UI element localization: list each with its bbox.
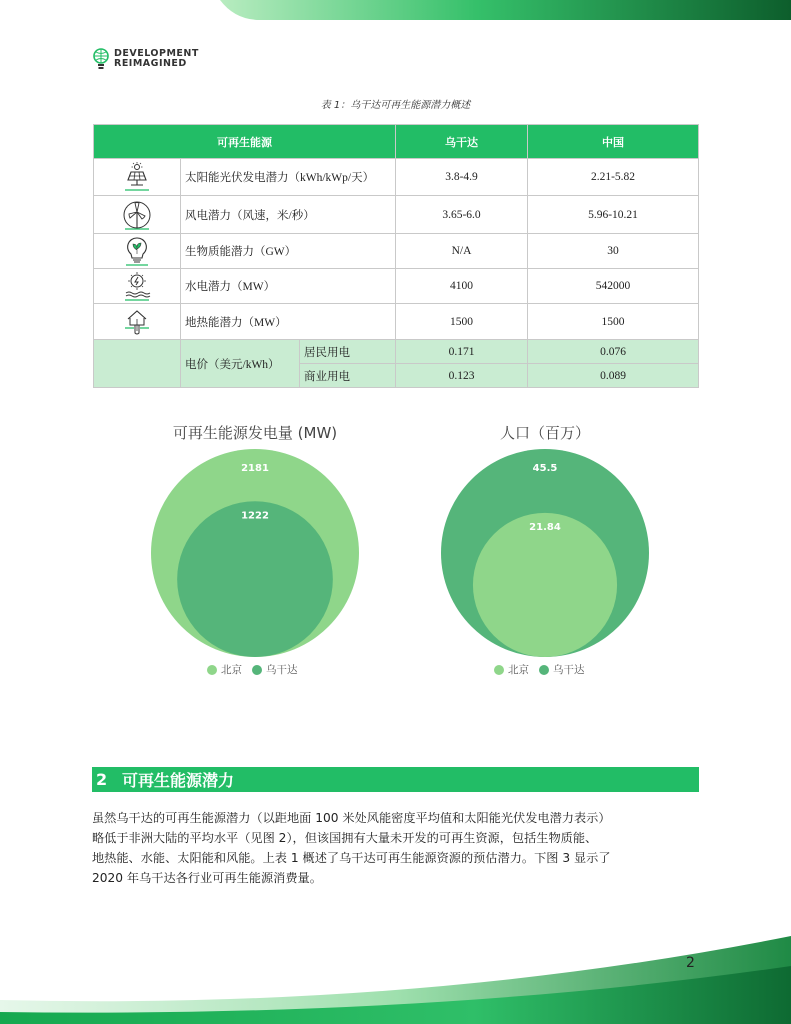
body-paragraph [92, 808, 702, 888]
legend-label: 北京 [221, 664, 242, 676]
geothermal-icon [122, 307, 152, 337]
bottom-decorative-band [0, 900, 791, 1024]
table-header-row [94, 125, 699, 159]
outer-value-label: 2181 [241, 463, 269, 474]
row-label: 地热能潜力（MW） [181, 304, 396, 340]
top-decorative-band [0, 0, 791, 20]
paragraph-line: 地热能、水能、太阳能和风能。上表 1 概述了乌干达可再生能源资源的预估潜力。下图 3 显示了 [92, 851, 611, 865]
legend-swatch [207, 665, 217, 675]
row-china-value: 1500 [528, 304, 699, 340]
row-uganda-value: 3.65-6.0 [396, 196, 528, 234]
row-icon-cell [94, 304, 181, 340]
inner-circle [177, 501, 333, 657]
inner-circle [473, 513, 617, 657]
row-china-value: 542000 [528, 269, 699, 304]
legend-item-beijing [207, 662, 242, 677]
header-china: 中国 [528, 125, 699, 159]
commercial-label: 商业用电 [300, 364, 396, 388]
table-row [94, 234, 699, 269]
legend-swatch [494, 665, 504, 675]
page-number: 2 [686, 955, 695, 971]
logo-line-1: DEVELOPMENT [114, 48, 199, 59]
commercial-uganda: 0.123 [396, 364, 528, 388]
biomass-bulb-icon [123, 236, 151, 266]
row-icon-cell [94, 196, 181, 234]
paragraph-line: 略低于非洲大陆的平均水平（见图 2），但该国拥有大量未开发的可再生资源，包括生物质能、 [92, 831, 598, 845]
row-label: 水电潜力（MW） [181, 269, 396, 304]
paragraph-line: 2020 年乌干达各行业可再生能源消费量。 [92, 871, 322, 885]
logo [92, 48, 199, 70]
solar-panel-icon [122, 162, 152, 192]
row-label: 风电潜力（风速，米/秒） [181, 196, 396, 234]
chart2-title: 人口（百万） [499, 424, 590, 442]
table-row [94, 304, 699, 340]
globe-lightbulb-icon [92, 48, 110, 70]
section-title: 可再生能源潜力 [122, 771, 235, 790]
paragraph-line: 虽然乌干达的可再生能源潜力（以距地面 100 米处风能密度平均值和太阳能光伏发电潜力表示） [92, 811, 611, 825]
table-row [94, 269, 699, 304]
residential-uganda: 0.171 [396, 340, 528, 364]
outer-value-label: 45.5 [532, 463, 558, 474]
section-number: 2 [96, 770, 108, 789]
logo-line-2: REIMAGINED [114, 58, 187, 69]
row-uganda-value: N/A [396, 234, 528, 269]
table-caption: 表 1：乌干达可再生能源潜力概述 [320, 100, 471, 111]
row-china-value: 2.21-5.82 [528, 159, 699, 196]
row-uganda-value: 3.8-4.9 [396, 159, 528, 196]
wind-turbine-icon [121, 199, 153, 231]
table-row [94, 196, 699, 234]
legend-swatch [252, 665, 262, 675]
row-china-value: 30 [528, 234, 699, 269]
legend-label: 乌干达 [553, 664, 585, 676]
chart1-legend [207, 662, 308, 677]
residential-china: 0.076 [528, 340, 699, 364]
legend-item-uganda [252, 662, 298, 677]
chart2-nested-circles [430, 445, 660, 660]
chart2-legend [494, 662, 595, 677]
legend-item-uganda [539, 662, 585, 677]
header-uganda: 乌干达 [396, 125, 528, 159]
section-heading [92, 767, 699, 792]
inner-value-label: 1222 [241, 510, 269, 522]
legend-swatch [539, 665, 549, 675]
commercial-china: 0.089 [528, 364, 699, 388]
hydro-icon [122, 271, 152, 301]
row-china-value: 5.96-10.21 [528, 196, 699, 234]
legend-item-beijing [494, 662, 529, 677]
residential-label: 居民用电 [300, 340, 396, 364]
row-label: 生物质能潜力（GW） [181, 234, 396, 269]
price-label: 电价（美元/kWh） [181, 340, 300, 388]
row-icon-cell [94, 234, 181, 269]
legend-label: 北京 [508, 664, 529, 676]
row-label: 太阳能光伏发电潜力（kWh/kWp/天） [181, 159, 396, 196]
header-renewable: 可再生能源 [94, 125, 396, 159]
row-icon-cell [94, 269, 181, 304]
table-row [94, 159, 699, 196]
chart1-nested-circles [140, 445, 370, 660]
renewable-potential-table [93, 124, 699, 388]
row-uganda-value: 1500 [396, 304, 528, 340]
row-uganda-value: 4100 [396, 269, 528, 304]
price-row-residential [94, 340, 699, 364]
inner-value-label: 21.84 [529, 521, 561, 533]
legend-label: 乌干达 [266, 664, 298, 676]
row-icon-cell [94, 159, 181, 196]
chart1-title: 可再生能源发电量 (MW) [172, 424, 338, 442]
price-empty-cell [94, 340, 181, 388]
